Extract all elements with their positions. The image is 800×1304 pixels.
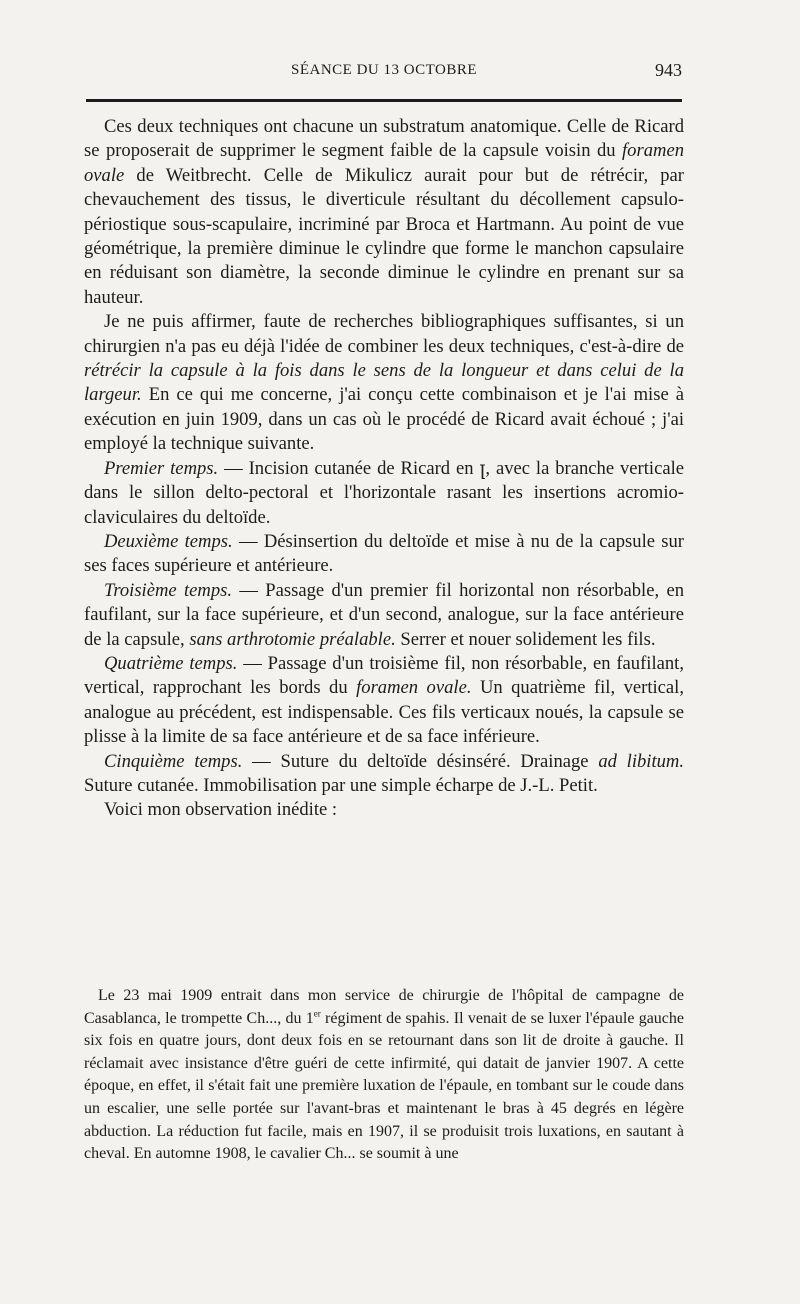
step-label: Deuxième temps.: [104, 530, 233, 552]
running-title: SÉANCE DU 13 OCTOBRE: [291, 62, 477, 78]
step-label: Cinquième temps.: [104, 750, 243, 772]
closing-line: Voici mon observation inédite :: [104, 799, 338, 821]
step-5: Cinquième temps. — Suture du deltoïde désinséré. Drainage ad libitum. Suture cutanée. Immobilisation par une simple écharpe de J.-L. Petit.: [84, 750, 685, 796]
step-3: Troisième temps. — Passage d'un premier fil horizontal non résorbable, en faufilant, sur la face supérieure, et d'un second, analogue, sur la face antérieure de la capsule, sans arthrotomie préalable. Serrer et nouer solidement les fils.: [84, 579, 684, 650]
page-header: [86, 60, 682, 84]
paragraph-combination: Je ne puis affirmer, faute de recherches bibliographiques suffisantes, si un chirurgien n'a pas eu déjà l'idée de combiner les deux techniques, c'est-à-dire de rétrécir la capsule à la fois dans le sens de la longueur et dans celui de la largeur. En ce qui me concerne, j'ai conçu cette combinaison et je l'ai mise à exécution en juin 1909, dans un cas où le procédé de Ricard avait échoué ; j'ai employé la technique suivante.: [84, 311, 684, 455]
step-label: Quatrième temps.: [104, 652, 238, 674]
step-label: Troisième temps.: [104, 579, 233, 601]
step-label: Premier temps.: [104, 457, 219, 479]
main-text: [84, 115, 684, 823]
step-4: Quatrième temps. — Passage d'un troisième fil, non résorbable, en faufilant, vertical, rapprochant les bords du foramen ovale. Un quatrième fil, vertical, analogue au précédent, est indispensable. Ces fils verticaux noués, la capsule se plisse à la limite de sa face antérieure et de sa face inférieure.: [84, 652, 684, 748]
page-number: 943: [655, 60, 682, 80]
header-rule: [86, 99, 682, 102]
observation-paragraph: Le 23 mai 1909 entrait dans mon service de chirurgie de l'hôpital de campagne de Casablanca, le trompette Ch..., du 1er régiment de spahis. Il venait de se luxer l'épaule gauche six fois en quatre jours, dont deux fois en se retournant dans son lit de droite à gauche. Il réclamait avec insistance d'être guéri de cette infirmité, qui datait de janvier 1907. A cette époque, en effet, il s'était fait une première luxation de l'épaule, en tombant sur le coude dans un escalier, une selle portée sur l'avant-bras et maintenant le bras à 45 degrés en légère abduction. La réduction fut facile, mais en 1907, il se produisit trois luxations, en sautant à cheval. En automne 1908, le cavalier Ch... se soumit à une: [84, 987, 684, 1163]
observation-text: [84, 985, 684, 1166]
paragraph-techniques: Ces deux techniques ont chacune un substratum anatomique. Celle de Ricard se proposerait de supprimer le segment faible de la capsule voisin du foramen ovale de Weitbrecht. Celle de Mikulicz aurait pour but de rétrécir, par chevauchement des tissus, le diverticule résultant du décollement capsulo-périostique sous-scapulaire, incriminé par Broca et Hartmann. Au point de vue géométrique, la première diminue le cylindre que forme le manchon capsulaire en réduisant son diamètre, la seconde diminue le cylindre en prenant sur sa hauteur.: [84, 116, 684, 308]
step-1: Premier temps. — Incision cutanée de Ricard en ꞁ, avec la branche verticale dans le sillon delto-pectoral et l'horizontale rasant les insertions acromio-claviculaires du deltoïde.: [84, 457, 684, 528]
step-2: Deuxième temps. — Désinsertion du deltoïde et mise à nu de la capsule sur ses faces supérieure et antérieure.: [84, 530, 684, 577]
